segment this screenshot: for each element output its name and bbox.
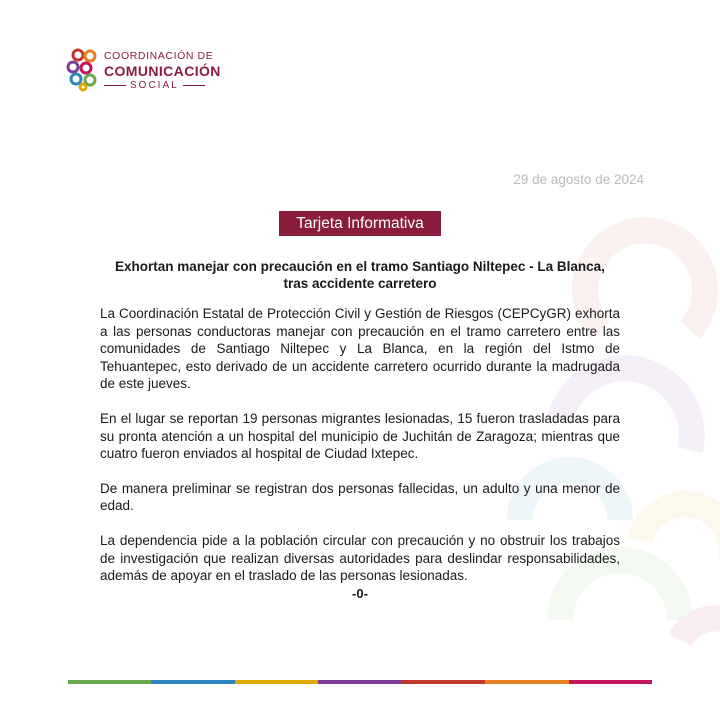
bar-segment xyxy=(68,680,151,684)
bottom-color-bar xyxy=(68,680,652,684)
headline xyxy=(100,258,620,292)
headline-line-2: tras accidente carretero xyxy=(283,276,437,291)
bar-segment xyxy=(235,680,318,684)
agency-logo xyxy=(66,44,236,96)
logo-line-1: COORDINACIÓN DE xyxy=(104,50,214,62)
article-body xyxy=(100,305,620,602)
logo-line-3 xyxy=(104,79,254,92)
paragraph: En el lugar se reportan 19 personas migrantes lesionadas, 15 fueron trasladadas para su pronta atención a un hospital del municipio de Juchitán de Zaragoza; mientras que cuatro fueron enviados al hospital de Ciudad Ixtepec. xyxy=(100,410,620,462)
publication-date: 29 de agosto de 2024 xyxy=(513,172,644,187)
agency-logo-icon xyxy=(66,46,100,92)
paragraph: La Coordinación Estatal de Protección Civil y Gestión de Riesgos (CEPCyGR) exhorta a las personas conductoras manejar con precaución en el tramo carretero entre las comunidades de Santiago Niltepec y La Blanca, en la región del Istmo de Tehuantepec, esto derivado de un accidente carretero ocurrido durante la madrugada de este jueves. xyxy=(100,306,620,392)
bar-segment xyxy=(485,680,568,684)
headline-line-1: Exhortan manejar con precaución en el tramo Santiago Niltepec - La Blanca, xyxy=(115,259,605,274)
closing-mark: -0- xyxy=(352,585,368,601)
paragraph: De manera preliminar se registran dos personas fallecidas, un adulto y una menor de edad. xyxy=(100,480,620,514)
bar-segment xyxy=(318,680,401,684)
paragraph: La dependencia pide a la población circular con precaución y no obstruir los trabajos de investigación que realizan diversas autoridades para deslindar responsabilidades, además de apoyar en el traslado de las personas lesionadas. xyxy=(100,532,620,584)
bar-segment xyxy=(569,680,652,684)
logo-line-3-text: SOCIAL xyxy=(130,80,179,91)
bar-segment xyxy=(402,680,485,684)
document-type-badge: Tarjeta Informativa xyxy=(279,211,441,236)
bar-segment xyxy=(151,680,234,684)
logo-line-2: COMUNICACIÓN xyxy=(104,63,221,79)
